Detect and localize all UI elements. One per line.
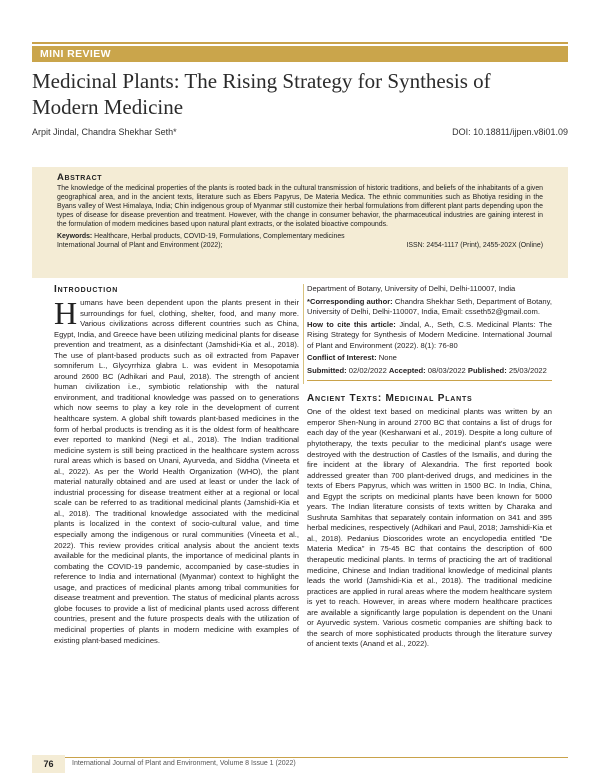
conflict-label: Conflict of Interest:	[307, 353, 377, 363]
keywords-label: Keywords:	[57, 232, 93, 240]
section-band	[32, 46, 568, 62]
journal-line	[57, 241, 543, 250]
submitted-date: 02/02/2022	[348, 365, 387, 375]
left-column	[54, 284, 299, 646]
doi[interactable]: DOI: 10.18811/ijpen.v8i01.09	[452, 127, 568, 137]
article-title: Medicinal Plants: The Rising Strategy for Synthesis of Modern Medicine	[32, 69, 491, 119]
cite-label: How to cite this article:	[307, 319, 396, 329]
meta-divider	[307, 380, 552, 381]
conflict-text: None	[378, 353, 397, 363]
submitted-label: Submitted:	[307, 365, 347, 375]
keywords	[57, 232, 543, 241]
footer-journal-info: International Journal of Plant and Environment, Volume 8 Issue 1 (2022)	[72, 760, 296, 767]
column-divider	[303, 284, 304, 384]
abstract-heading: Abstract	[57, 172, 103, 183]
section-label: MINI REVIEW	[40, 48, 111, 60]
abstract-box	[32, 167, 568, 278]
accepted-date: 08/03/2022	[427, 365, 466, 375]
issn: ISSN: 2454-1117 (Print), 2455-202X (Online)	[406, 241, 543, 249]
corresponding-text: Chandra Shekhar Seth, Department of Botany, University of Delhi, Delhi-110007, India, Email: csseth52@gmail.com.	[307, 296, 552, 317]
accepted-label: Accepted:	[388, 365, 426, 375]
journal-name: International Journal of Plant and Environment (2022);	[57, 241, 223, 249]
affiliation: Department of Botany, University of Delhi, Delhi-110007, India	[307, 284, 516, 293]
right-column	[307, 284, 552, 650]
corresponding-author	[307, 297, 552, 318]
cite-text: Jindal, A., Seth, C.S. Medicinal Plants: The Rising Strategy for Synthesis of Modern Medicine. International Journal of Plant and Environment (2022). 8(1): 76-80	[307, 319, 552, 350]
cite-article	[307, 320, 552, 352]
ancient-texts-body: One of the oldest text based on medicinal plants was written by an emperor Shen-Nung in around 2700 BC that contains a list of drugs for each day of the year (Kesharwani et al., 2019). Despite a long culture of phytotherapy, the texts peculiar to the medicinal plant's usage were destroyed with the destruction of Castles of the Ismailis, and during the fire incident at the library of Alexandria. The first reported book addressed greater than 700 plant-derived drugs, and medicines in the texts of Ebers Papyrus, which was written in 1500 BC. In India, China, and Egypt the scripts on medicinal plants have been known for 5000 years. The Indian literature consists of texts written by Charaka and Sushruta Samhitas that separately contain information on 341 and 395 herbal medicines, respectively (Adhikari and Paul, 2018; Jamshidi-Kia et al., 2018). Pedanius Dioscorides wrote an encyclopedia entitled "De Materia Medica" in 75-45 BC that contains the description of 600 therapeutic medicinal plants. In terms of practicing the art of traditional medicine, Chinese and Indian traditional knowledge of medicinal plants leads the world (Jamshidi-Kia et al., 2018). The traditional medicine practices are applied in rural areas where the modern healthcare system is yet to reach. However, in areas where modern healthcare practices are available a significantly large population is dependent on the Unani or Ayurvedic system. Various cosmetic companies are shifting back to the search of more sophisticated products through the literature survey of ancient texts (Anand et al., 2022).	[307, 407, 552, 649]
abstract-text: The knowledge of the medicinal properties of the plants is rooted back in the cultural transmission of historic traditions, and beliefs of the inhabitants of a given geographical area, and in the ancient texts, literature such as Ebers Papyrus, De Materia Medica. The ethnic communities such as Bhotiya residing in the Byans valley of West Himalaya, India; Chin indigenous group of Myanmar still customize their herbal formulations from different plant parts depending upon the types of disease for disease prevention and treatment. However, with the change in consumer behavior, the pharmaceutical industries are gaining interest in the formulation of modern medicines based upon natural plant extracts, or the isolated bioactive compounds.	[57, 185, 543, 228]
corresponding-label: *Corresponding author:	[307, 296, 393, 306]
keywords-list: Healthcare, Herbal products, COVID-19, Formulations, Complementary medicines	[94, 232, 345, 240]
introduction-body: umans have been dependent upon the plants present in their surroundings for fuel, clothing, shelter, food, and many more. Various civilizations across different countries such as China, Egypt, India, and Greece have been utilizing medicinal plants for disease prevention and treatment, as a disinfectant (Jamshidi-Kia et al., 2018). The use of plant-based products such as oil extracted from Papaver somniferum L., Glycyrrhiza glabra L. was evident in Mesopotamia around 2600 BC (Adhikari and Paul, 2018). The strength of ancient human civilization i.e., symbiotic relationship with the natural environment, and traditional knowledge was passed on to generations which now seems to play a key role in the development of current healthcare system. A global shift towards plant-based medicines in the form of herbal products is trending as it is the oldest form of healthcare ever reported to mankind (Negi et al., 2018). The Indian traditional medicine system is still being practiced in the healthcare system across rural areas which is based on Unani, Ayurveda, and Siddha (Vineeta et al., 2022). As per the World Health Organization (WHO), the plant material naturally obtained and are used at least or under the lack of industrial processing for disease treatment either at a regional or local scale can be referred to as traditional medicinal plants (Jamshidi-Kia et al., 2018). The traditional knowledge associated with the medicinal plants is localized in the context of socio-cultural value, and time especially among the indigenous or rural communities (Vineeta et al., 2022). This review provides critical analysis about the ancient texts available for the medicinal plants, the importance of medicinal plants in combating the COVID-19 pandemic, accompanied by case-studies in reference to India and international (Myanmar) context to highlight the usage, and practices of medicinal plants among tribal communities for disease treatment and prevention. The status of medicinal plants across globe focuses to provide a list of medicinal plants used across different countries, present and the future prospects deals with the utilization of medicinal properties of plants in modern medicine with examples of existing plant-based medicines.	[54, 298, 299, 645]
drop-cap: H	[54, 295, 78, 331]
dates	[307, 366, 552, 377]
conflict-of-interest	[307, 353, 552, 364]
published-label: Published:	[467, 365, 507, 375]
published-date: 25/03/2022	[508, 365, 547, 375]
footer-rule	[32, 757, 568, 758]
authors: Arpit Jindal, Chandra Shekhar Seth*	[32, 127, 177, 137]
introduction-text	[54, 295, 299, 646]
introduction-heading: Introduction	[54, 284, 119, 295]
ancient-texts-heading: Ancient Texts: Medicinal Plants	[307, 393, 473, 405]
page-number: 76	[32, 755, 65, 773]
top-rule	[32, 42, 568, 44]
article-meta	[307, 284, 552, 376]
